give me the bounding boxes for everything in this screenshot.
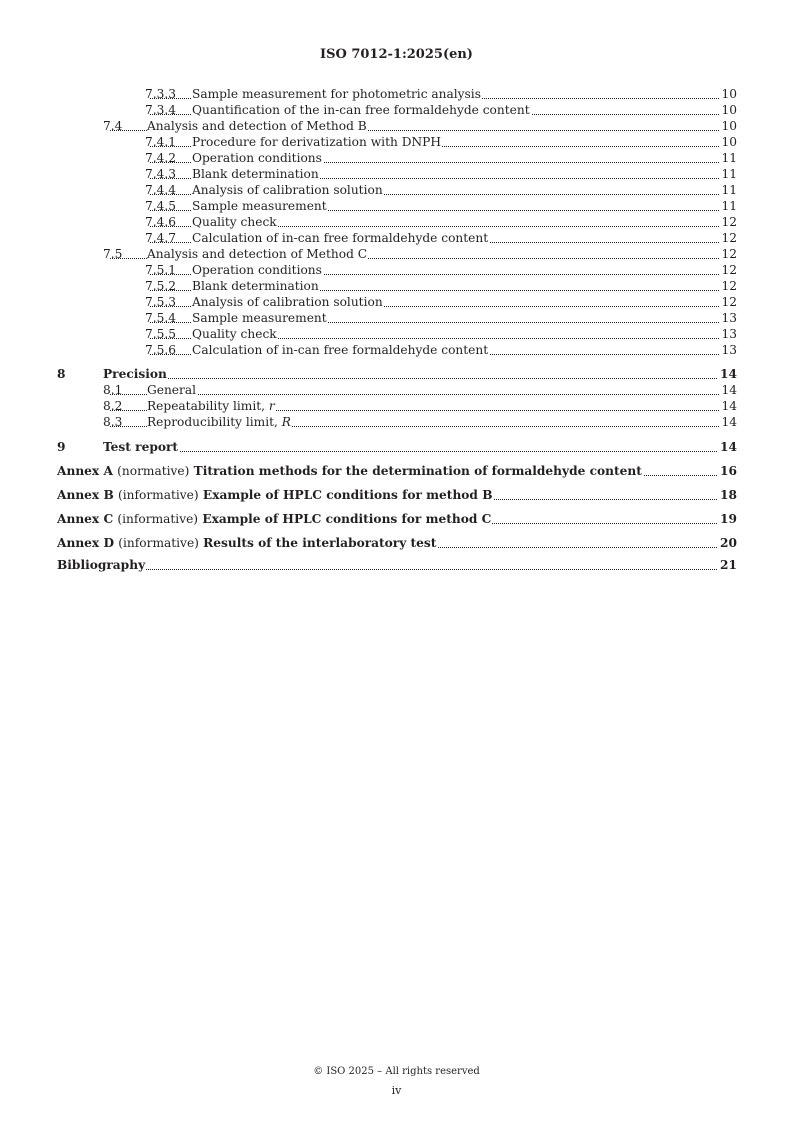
toc-entry-title: Quality check [192,327,277,341]
toc-entry-title: Procedure for derivatization with DNPH [192,135,441,149]
toc-entry-title: Blank determination [192,167,319,181]
toc-entry-page: 20 [720,536,737,550]
toc-entry-7-3-3[interactable] [0,86,793,102]
toc-annex-type: (informative) [117,512,199,526]
toc-entry-number: 7.5.6 [145,343,177,357]
toc-entry-page: 14 [721,383,737,397]
toc-entry-number: 7.4.6 [145,215,177,229]
toc-annex-title [57,511,492,527]
toc-entry-page: 12 [721,231,737,245]
toc-entry-title: Calculation of in-can free formaldehyde content [192,231,489,245]
toc-entry-number: 7.4.3 [145,167,177,181]
toc-entry-page: 12 [721,279,737,293]
document-header: ISO 7012-1:2025(en) [320,47,473,62]
toc-entry-title: General [147,383,196,397]
toc-annex-type: (informative) [118,536,199,550]
toc-entry-7-3-4[interactable] [0,102,793,118]
toc-entry-number: 9 [57,440,66,454]
toc-annex-type: (informative) [118,488,199,502]
toc-entry-title: Analysis and detection of Method B [147,119,367,133]
toc-entry-7-4-1[interactable] [0,134,793,150]
toc-entry-page: 10 [721,103,737,117]
toc-entry-number: 7.4.4 [145,183,177,197]
toc-entry-title: Example of HPLC conditions for method C [202,512,492,526]
toc-entry-number: 7.5.3 [145,295,177,309]
toc-annex-label: Annex C [57,512,114,526]
toc-entry-number: 8.3 [103,415,123,429]
toc-entry-title: Calculation of in-can free formaldehyde content [192,343,489,357]
toc-entry-page: 14 [721,415,737,429]
toc-entry-7-4-3[interactable] [0,166,793,182]
toc-entry-title: Results of the interlaboratory test [203,536,437,550]
toc-entry-page: 12 [721,215,737,229]
toc-annex-label: Annex B [57,488,114,502]
toc-entry-7-4-4[interactable] [0,182,793,198]
toc-entry-page: 12 [721,263,737,277]
toc-entry-title: Quantification of the in-can free formaldehyde content [192,103,530,117]
toc-entry-7-4-5[interactable] [0,198,793,214]
toc-annex-title [57,535,437,551]
toc-entry-number: 8.2 [103,399,123,413]
toc-entry-page: 13 [721,327,737,341]
toc-entry-page: 12 [721,295,737,309]
toc-entry-page: 10 [721,119,737,133]
toc-entry-number: 7.4 [103,119,123,133]
toc-entry-title: Sample measurement [192,199,327,213]
toc-annex-title [57,487,494,503]
toc-entry-9[interactable] [0,439,793,455]
toc-entry-7-5-4[interactable] [0,310,793,326]
toc-entry-number: 7.4.1 [145,135,177,149]
toc-entry-page: 16 [720,464,737,478]
toc-entry-7-5-5[interactable] [0,326,793,342]
toc-entry-8[interactable] [0,366,793,382]
toc-annex-type: (normative) [117,464,190,478]
toc-entry-page: 14 [721,399,737,413]
toc-entry-8-3[interactable] [0,414,793,430]
toc-entry-title: Quality check [192,215,277,229]
toc-entry-page: 14 [720,440,737,454]
toc-entry-title: Operation conditions [192,151,322,165]
toc-entry-number: 7.4.5 [145,199,177,213]
toc-entry-page: 10 [721,87,737,101]
toc-entry-annex-a[interactable] [0,463,793,479]
toc-entry-7-4-2[interactable] [0,150,793,166]
toc-entry-annex-b[interactable] [0,487,793,503]
toc-entry-title: Reproducibility limit, R [147,415,291,429]
toc-entry-number: 7.5 [103,247,123,261]
toc-entry-number: 8 [57,367,66,381]
toc-entry-title: Repeatability limit, r [147,399,275,413]
toc-entry-bibliography[interactable] [0,557,793,573]
toc-entry-number: 7.3.3 [145,87,177,101]
toc-entry-number: 8.1 [103,383,123,397]
toc-entry-8-1[interactable] [0,382,793,398]
toc-entry-title: Precision [103,367,167,381]
toc-entry-page: 14 [720,367,737,381]
toc-entry-page: 11 [721,199,737,213]
toc-entry-7-4-6[interactable] [0,214,793,230]
toc-entry-title: Analysis and detection of Method C [147,247,368,261]
toc-entry-number: 7.5.4 [145,311,177,325]
toc-entry-title: Sample measurement [192,311,327,325]
toc-entry-8-2[interactable] [0,398,793,414]
toc-entry-7-5-6[interactable] [0,342,793,358]
copyright-notice: © ISO 2025 – All rights reserved [313,1066,480,1077]
toc-entry-page: 11 [721,151,737,165]
toc-entry-title: Bibliography [57,558,146,572]
page-number: iv [391,1084,402,1097]
toc-entry-annex-c[interactable] [0,511,793,527]
toc-annex-label: Annex D [57,536,115,550]
toc-entry-page: 11 [721,183,737,197]
toc-annex-title [57,463,643,479]
toc-entry-page: 11 [721,167,737,181]
toc-entry-annex-d[interactable] [0,535,793,551]
toc-entry-7-5-3[interactable] [0,294,793,310]
toc-entry-page: 21 [720,558,737,572]
toc-entry-page: 13 [721,311,737,325]
toc-entry-title: Blank determination [192,279,319,293]
toc-entry-7-5-1[interactable] [0,262,793,278]
toc-entry-title: Operation conditions [192,263,322,277]
toc-entry-7-5-2[interactable] [0,278,793,294]
toc-entry-page: 13 [721,343,737,357]
toc-entry-number: 7.3.4 [145,103,177,117]
toc-entry-title: Test report [103,440,179,454]
toc-entry-title: Sample measurement for photometric analysis [192,87,481,101]
toc-annex-label: Annex A [57,464,113,478]
toc-entry-number: 7.5.2 [145,279,177,293]
toc-entry-title: Analysis of calibration solution [192,183,383,197]
toc-entry-7-5[interactable] [0,246,793,262]
toc-entry-number: 7.4.7 [145,231,177,245]
toc-entry-7-4[interactable] [0,118,793,134]
toc-entry-page: 18 [720,488,737,502]
toc-entry-title: Example of HPLC conditions for method B [202,488,493,502]
toc-entry-page: 19 [720,512,737,526]
toc-entry-title: Analysis of calibration solution [192,295,383,309]
toc-entry-number: 7.5.5 [145,327,177,341]
toc-entry-number: 7.5.1 [145,263,177,277]
toc-entry-title: Titration methods for the determination of formaldehyde content [193,464,642,478]
toc-entry-number: 7.4.2 [145,151,177,165]
toc-entry-page: 10 [721,135,737,149]
toc-entry-page: 12 [721,247,737,261]
toc-entry-7-4-7[interactable] [0,230,793,246]
